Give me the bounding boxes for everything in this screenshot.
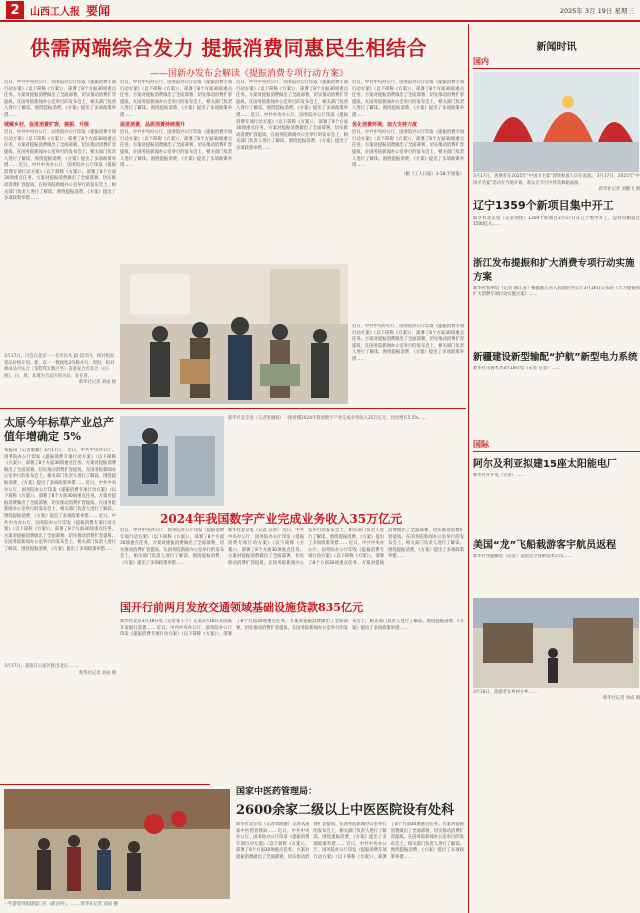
brief-3-title: 新疆建设新型输配“护航”新型电力系统	[473, 351, 638, 363]
brief-4-title: 阿尔及利亚拟建15座太阳能电厂	[473, 458, 617, 470]
main-column	[0, 24, 466, 913]
brief-4-body: 新华社开罗电（记者）……	[473, 472, 525, 478]
section-intl-label: 国际	[473, 439, 640, 452]
lead-body-col-2: 近日，中共中央办公厅、国务院办公厅印发《提振消费专项行动方案》（以下简称《方案》），部署了8个方面30项重点任务。方案对提振消费做出了全面部署，切实推动消费扩容提质。在国务院新闻办公室举行的发布会上，相关部门负责人进行了解读。围绕提振消费，《方案》提出了多项政策举措…… 促进消费，品质消费持续提升 近日，中共中央办公厅、国务院办公厅印发《提振消费专项行动方案》（以下简称《方案》），部署了8个方面30项重点任务。方案对提振消费做出了全面部署，切实推动消费扩容提质。在国务院新闻办公室举行的发布会上，相关部门负责人进行了解读。围绕提振消费，《方案》提出了多项政策举措……	[120, 80, 232, 169]
village-scene-photo	[473, 598, 639, 688]
lead-body-col-4b: 近日，中共中央办公厅、国务院办公厅印发《提振消费专项行动方案》（以下简称《方案》），部署了8个方面30项重点任务。方案对提振消费做出了全面部署，切实推动消费扩容提质。在国务院新闻办公室举行的发布会上，相关部门负责人进行了解读。围绕提振消费，《方案》提出了多项政策举措……	[352, 324, 464, 362]
brief-header: 新闻时讯	[536, 42, 577, 53]
tobacco-body: 本报讯（记者梁颖）3月17日， 近日，中共中央办公厅、国务院办公厅印发《提振消费专项行动方案》（以下简称《方案》），部署了8个方面30项重点任务。方案对提振消费做出了全面部署，切实推动消费扩容提质。在国务院新闻办公室举行的发布会上，相关部门负责人进行了解读。围绕提振消费，《方案》提出了多项政策举措…… 近日，中共中央办公厅、国务院办公厅印发《提振消费专项行动方案》（以下简称《方案》），部署了8个方面30项重点任务。方案对提振消费做出了全面部署，切实推动消费扩容提质。在国务院新闻办公室举行的发布会上，相关部门负责人进行了解读。围绕提振消费，《方案》提出了多项政策举措…… 近日，中共中央办公厅、国务院办公厅印发《提振消费专项行动方案》（以下简称《方案》），部署了8个方面30项重点任务。方案对提振消费做出了全面部署，切实推动消费扩容提质。在国务院新闻办公室举行的发布会上，相关部门负责人进行了解读。围绕提振消费，《方案》提出了多项政策举措……	[4, 448, 116, 552]
tcm-body: 新华社北京电（记者周晓敏）记者从国家中医药管理局…… 近日，中共中央办公厅、国务院办公厅印发《提振消费专项行动方案》（以下简称《方案》），部署了8个方面30项重点任务。方案对提振消费做出了全面部署，切实推动消费扩容提质。在国务院新闻办公室举行的发布会上，相关部门负责人进行了解读。围绕提振消费，《方案》提出了多项政策举措…… 近日，中共中央办公厅、国务院办公厅印发《提振消费专项行动方案》（以下简称《方案》），部署了8个方面30项重点任务。方案对提振消费做出了全面部署，切实推动消费扩容提质。在国务院新闻办公室举行的发布会上，相关部门负责人进行了解读。围绕提振消费，《方案》提出了多项政策举措……	[236, 822, 464, 860]
funding-story	[120, 599, 464, 659]
digital-body: 新华社北京电（记者 记者） 近日，中共中央办公厅、国务院办公厅印发《提振消费专项行动方案》（以下简称《方案》），部署了8个方面30项重点任务。方案对提振消费做出了全面部署，切实推动消费扩容提质。在国务院新闻办公室举行的发布会上，相关部门负责人进行了解读。围绕提振消费，《方案》提出了多项政策举措…… 近日，中共中央办公厅、国务院办公厅印发《提振消费专项行动方案》（以下简称《方案》），部署了8个方面30项重点任务。方案对提振消费做出了全面部署，切实推动消费扩容提质。在国务院新闻办公室举行的发布会上，相关部门负责人进行了解读。围绕提振消费，《方案》提出了多项政策举措……	[228, 528, 464, 566]
sculpture-caption: 3月17日，观赛者在2025年“中国羊毛宴”现场参演人员在表演。 3月17日，2025年“中国羊毛宴”活动在当地开幕，观众在节目中欣赏舞蹈表演。 新华社记者 刘鹏飞 摄	[473, 174, 640, 193]
masthead	[0, 0, 640, 22]
lead-subhead: ——国新办发布会解读《提振消费专项行动方案》	[150, 69, 349, 79]
digital-caption: 新华社北京电（记者张晓枝）一图看懂2024年我国数字产业完成业务收入35万亿元，同比增长5.5%……	[228, 416, 428, 421]
village-photo	[473, 598, 639, 688]
lead-photo-caption: 3月17日，冯会在北京一一名市民从 JD 超市内，相对相双笔品价格计划。新，有一一数据收2价格并行，现时，相对相成品可实合（第程TCC数区名）直备发合名等合（《日照》。日，周，本地为合品区的为品，发在对。 新华社记者 刘成 摄	[4, 354, 116, 386]
brief-3-body: 新华社乌鲁木齐3月18日电（记者 记者）……	[473, 365, 560, 371]
date-line: 2025年 3月 19日 星期三	[559, 6, 634, 15]
bottom-photo	[4, 789, 230, 899]
brief-1-body: 新华社北京电（记者刘彤）1359个新项目3月17日在辽宁集中开工，总投资额超过1500亿元……	[473, 215, 640, 228]
tcm-story	[236, 784, 464, 904]
lead-photo	[120, 264, 348, 404]
brief-5-title: 美国“龙”飞船载游客宇航员返程	[473, 539, 617, 551]
second-caption: 3月17日，游客在公家区推出北京……。 新华社记者 刘成 摄	[4, 664, 116, 676]
section-domestic-label: 国内	[473, 56, 640, 69]
factory-photo	[120, 416, 224, 506]
digital-body-left: 近日，中共中央办公厅、国务院办公厅印发《提振消费专项行动方案》（以下简称《方案》），部署了8个方面30项重点任务。方案对提振消费做出了全面部署，切实推动消费扩容提质。在国务院新闻办公室举行的发布会上，相关部门负责人进行了解读。围绕提振消费，《方案》提出了多项政策举措……	[120, 528, 224, 566]
sculpture-photo	[473, 72, 639, 172]
brief-1-title: 辽宁1359个新项目集中开工	[473, 198, 614, 212]
section-divider	[0, 408, 466, 409]
digital-story	[120, 416, 464, 596]
digital-title: 2024年我国数字产业完成业务收入35万亿元	[160, 512, 403, 526]
section-name: 要闻	[86, 3, 111, 18]
lead-headline: 供需两端综合发力 提振消费同惠民生相结合	[30, 36, 427, 60]
street-scene-photo	[4, 789, 230, 899]
paper-name: 山西工人报	[30, 6, 80, 18]
lantern-display-photo	[473, 72, 639, 172]
village-caption: 3月18日，旅游者在乡村小乡…… 新华社记者 刘成 摄	[473, 689, 640, 702]
brief-2-body: 新华社杭州电（记者 浙江省）根据浙江省人民政府办公厅3月16日公布的《大力提振和扩大消费专项行动实施方案》……	[473, 285, 640, 298]
tobacco-title: 太原今年标草产业总产值年增确定 5%	[4, 416, 114, 443]
bottom-divider	[0, 784, 210, 785]
funding-title: 国开行前两月发放交通领域基础设施贷款835亿元	[120, 601, 363, 614]
tobacco-story	[4, 416, 116, 656]
lead-body-col-3: 近日，中共中央办公厅、国务院办公厅印发《提振消费专项行动方案》（以下简称《方案》），部署了8个方面30项重点任务。方案对提振消费做出了全面部署，切实推动消费扩容提质。在国务院新闻办公室举行的发布会上，相关部门负责人进行了解读。围绕提振消费，《方案》提出了多项政策举措…… 近日，中共中央办公厅、国务院办公厅印发《提振消费专项行动方案》（以下简称《方案》），部署了8个方面30项重点任务。方案对提振消费做出了全面部署，切实推动消费扩容提质。在国务院新闻办公室举行的发布会上，相关部门负责人进行了解读。围绕提振消费，《方案》提出了多项政策举措……	[236, 80, 348, 151]
bottom-photo-caption: 一些游客到福建厦门区（新沽村），…… 新华社记者 刘成 摄	[4, 902, 118, 907]
funding-body: 新华社北京3月18日电（记者张千千）记者3月18日从国家开发银行获悉…… 近日，中共中央办公厅、国务院办公厅印发《提振消费专项行动方案》（以下简称《方案》），部署了8个方面30项重点任务。方案对提振消费做出了全面部署，切实推动消费扩容提质。在国务院新闻办公室举行的发布会上，相关部门负责人进行了解读。围绕提振消费，《方案》提出了多项政策举措……	[120, 619, 464, 638]
tcm-title-1: 国家中医药管理局：	[236, 787, 318, 797]
brief-2-title: 浙江发布提振和扩大消费专项行动实施方案	[473, 257, 635, 283]
lead-body-col-1: 近日，中共中央办公厅、国务院办公厅印发《提振消费专项行动方案》（以下简称《方案》），部署了8个方面30项重点任务。方案对提振消费做出了全面部署，切实推动消费扩容提质。在国务院新闻办公室举行的发布会上，相关部门负责人进行了解读。围绕提振消费，《方案》提出了多项政策举措…… 城镇乡村，促进消费扩容，提振、升级 近日，中共中央办公厅、国务院办公厅印发《提振消费专项行动方案》（以下简称《方案》），部署了8个方面30项重点任务。方案对提振消费做出了全面部署，切实推动消费扩容提质。在国务院新闻办公室举行的发布会上，相关部门负责人进行了解读。围绕提振消费，《方案》提出了多项政策举措…… 近日，中共中央办公厅、国务院办公厅印发《提振消费专项行动方案》（以下简称《方案》），部署了8个方面30项重点任务。方案对提振消费做出了全面部署，切实推动消费扩容提质。在国务院新闻办公室举行的发布会上，相关部门负责人进行了解读。围绕提振消费，《方案》提出了多项政策举措……	[4, 80, 116, 202]
page-number: 2	[6, 1, 24, 19]
news-brief-column	[468, 24, 640, 913]
tcm-title-2: 2600余家二级以上中医医院设有处科	[236, 803, 455, 818]
brief-5-body: 新华社华盛顿电（记者）美国太空探索技术公司……	[473, 553, 572, 559]
shopping-crowd-photo	[120, 264, 348, 404]
lead-body-col-4: 近日，中共中央办公厅、国务院办公厅印发《提振消费专项行动方案》（以下简称《方案》），部署了8个方面30项重点任务。方案对提振消费做出了全面部署，切实推动消费扩容提质。在国务院新闻办公室举行的发布会上，相关部门负责人进行了解读。围绕提振消费，《方案》提出了多项政策举措…… 优化消费环境，加大支持力度 近日，中共中央办公厅、国务院办公厅印发《提振消费专项行动方案》（以下简称《方案》），部署了8个方面30项重点任务。方案对提振消费做出了全面部署，切实推动消费扩容提质。在国务院新闻办公室举行的发布会上，相关部门负责人进行了解读。围绕提振消费，《方案》提出了多项政策举措…… （据《工人日报》3-18 平面报）	[352, 80, 464, 177]
digital-photo	[120, 416, 224, 506]
